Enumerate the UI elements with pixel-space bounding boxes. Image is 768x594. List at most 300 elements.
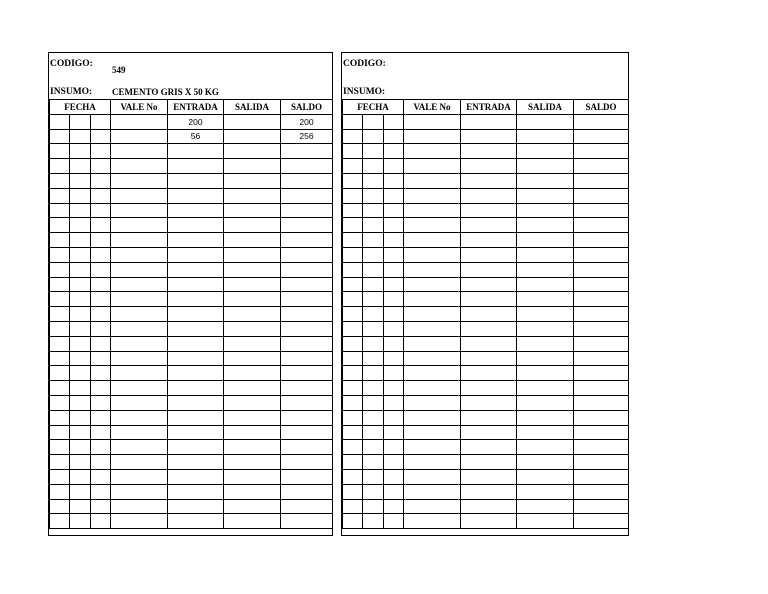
salida-cell <box>517 469 574 484</box>
vale-cell <box>111 114 168 129</box>
entrada-cell <box>168 188 224 203</box>
fecha-year-cell <box>91 469 111 484</box>
fecha-year-cell <box>384 440 404 455</box>
saldo-cell <box>281 336 333 351</box>
vale-cell <box>111 469 168 484</box>
vale-cell <box>111 292 168 307</box>
fecha-day-cell <box>343 203 363 218</box>
fecha-day-cell <box>343 173 363 188</box>
fecha-year-cell <box>91 262 111 277</box>
table-body <box>343 114 629 528</box>
fecha-day-cell <box>50 173 70 188</box>
fecha-day-cell <box>50 440 70 455</box>
kardex-card-left <box>48 52 333 536</box>
table-row <box>50 262 333 277</box>
fecha-month-cell <box>363 425 384 440</box>
entrada-cell <box>461 159 517 174</box>
fecha-year-cell <box>91 455 111 470</box>
fecha-day-cell <box>343 425 363 440</box>
fecha-month-cell <box>363 410 384 425</box>
fecha-year-cell <box>91 292 111 307</box>
table-row <box>50 218 333 233</box>
fecha-month-cell <box>70 144 91 159</box>
entrada-cell <box>168 440 224 455</box>
salida-cell <box>517 321 574 336</box>
saldo-cell <box>574 218 629 233</box>
table-row <box>343 381 629 396</box>
vale-cell <box>404 203 461 218</box>
fecha-year-cell <box>384 188 404 203</box>
fecha-day-cell <box>343 514 363 529</box>
fecha-month-cell <box>70 159 91 174</box>
fecha-day-cell <box>343 277 363 292</box>
saldo-cell: 200 <box>281 114 333 129</box>
entrada-cell <box>461 307 517 322</box>
vale-cell <box>111 336 168 351</box>
salida-cell <box>224 307 281 322</box>
fecha-month-cell <box>70 262 91 277</box>
salida-cell <box>224 203 281 218</box>
vale-cell <box>111 307 168 322</box>
fecha-month-cell <box>363 233 384 248</box>
vale-cell <box>404 440 461 455</box>
table-row <box>50 307 333 322</box>
salida-cell <box>517 203 574 218</box>
fecha-year-cell <box>384 484 404 499</box>
saldo-cell <box>574 321 629 336</box>
table-row <box>343 321 629 336</box>
vale-cell <box>404 469 461 484</box>
fecha-day-cell <box>343 366 363 381</box>
fecha-year-cell <box>384 218 404 233</box>
fecha-year-cell <box>91 233 111 248</box>
fecha-day-cell <box>343 440 363 455</box>
fecha-month-cell <box>363 499 384 514</box>
saldo-cell <box>281 247 333 262</box>
salida-cell <box>517 262 574 277</box>
fecha-month-cell <box>70 381 91 396</box>
fecha-month-cell <box>363 277 384 292</box>
table-row <box>50 159 333 174</box>
salida-cell <box>224 114 281 129</box>
table-row <box>343 336 629 351</box>
salida-cell <box>224 129 281 144</box>
vale-cell <box>111 144 168 159</box>
salida-cell <box>224 469 281 484</box>
salida-cell <box>224 410 281 425</box>
fecha-month-cell <box>70 247 91 262</box>
column-header-entrada: ENTRADA <box>168 100 224 115</box>
table-row <box>343 455 629 470</box>
entrada-cell <box>461 395 517 410</box>
fecha-month-cell <box>363 262 384 277</box>
fecha-day-cell <box>343 484 363 499</box>
saldo-cell <box>281 410 333 425</box>
entrada-cell <box>461 129 517 144</box>
fecha-month-cell <box>70 277 91 292</box>
fecha-month-cell <box>363 514 384 529</box>
saldo-cell <box>281 351 333 366</box>
salida-cell <box>224 484 281 499</box>
fecha-month-cell <box>70 484 91 499</box>
fecha-year-cell <box>91 484 111 499</box>
salida-cell <box>224 425 281 440</box>
column-header-saldo: SALDO <box>281 100 333 115</box>
saldo-cell <box>574 484 629 499</box>
fecha-day-cell <box>50 321 70 336</box>
fecha-year-cell <box>91 425 111 440</box>
entrada-cell <box>168 484 224 499</box>
codigo-value: 549 <box>112 65 126 75</box>
entrada-cell <box>168 499 224 514</box>
vale-cell <box>111 410 168 425</box>
salida-cell <box>517 455 574 470</box>
vale-cell <box>404 484 461 499</box>
entrada-cell <box>168 218 224 233</box>
fecha-year-cell <box>91 499 111 514</box>
salida-cell <box>517 514 574 529</box>
fecha-day-cell <box>50 277 70 292</box>
column-header-fecha: FECHA <box>50 100 111 115</box>
table-row <box>50 425 333 440</box>
fecha-year-cell <box>91 336 111 351</box>
fecha-year-cell <box>91 159 111 174</box>
fecha-day-cell <box>343 218 363 233</box>
table-row <box>343 173 629 188</box>
saldo-cell <box>281 203 333 218</box>
fecha-month-cell <box>70 173 91 188</box>
entrada-cell <box>461 233 517 248</box>
vale-cell <box>111 499 168 514</box>
table-row <box>50 410 333 425</box>
fecha-day-cell <box>50 514 70 529</box>
table-row <box>343 218 629 233</box>
fecha-day-cell <box>50 395 70 410</box>
salida-cell <box>517 307 574 322</box>
table-row <box>50 440 333 455</box>
table-row <box>343 410 629 425</box>
entrada-cell <box>168 292 224 307</box>
saldo-cell <box>281 262 333 277</box>
fecha-year-cell <box>384 144 404 159</box>
table-row <box>343 440 629 455</box>
entrada-cell: 56 <box>168 129 224 144</box>
saldo-cell <box>574 499 629 514</box>
entrada-cell <box>461 351 517 366</box>
fecha-day-cell <box>50 336 70 351</box>
fecha-month-cell <box>70 114 91 129</box>
table-row <box>50 381 333 396</box>
fecha-day-cell <box>343 188 363 203</box>
vale-cell <box>111 484 168 499</box>
fecha-day-cell <box>50 484 70 499</box>
salida-cell <box>224 144 281 159</box>
fecha-day-cell <box>50 425 70 440</box>
entrada-cell <box>461 455 517 470</box>
vale-cell <box>111 129 168 144</box>
salida-cell <box>517 351 574 366</box>
fecha-year-cell <box>384 321 404 336</box>
entrada-cell <box>168 262 224 277</box>
fecha-month-cell <box>363 218 384 233</box>
vale-cell <box>111 247 168 262</box>
fecha-year-cell <box>384 203 404 218</box>
fecha-day-cell <box>50 144 70 159</box>
fecha-day-cell <box>50 129 70 144</box>
fecha-month-cell <box>70 410 91 425</box>
vale-cell <box>404 395 461 410</box>
vale-cell <box>111 440 168 455</box>
table-row <box>343 262 629 277</box>
vale-cell <box>404 262 461 277</box>
salida-cell <box>517 173 574 188</box>
fecha-day-cell <box>50 247 70 262</box>
saldo-cell <box>574 351 629 366</box>
fecha-month-cell <box>70 499 91 514</box>
table-row <box>50 395 333 410</box>
fecha-year-cell <box>384 455 404 470</box>
vale-cell <box>111 455 168 470</box>
vale-cell <box>404 381 461 396</box>
fecha-year-cell <box>91 514 111 529</box>
entrada-cell <box>168 321 224 336</box>
fecha-day-cell <box>343 469 363 484</box>
fecha-day-cell <box>343 159 363 174</box>
table-row <box>50 233 333 248</box>
fecha-day-cell <box>50 455 70 470</box>
saldo-cell <box>574 307 629 322</box>
fecha-year-cell <box>91 129 111 144</box>
entrada-cell <box>168 395 224 410</box>
vale-cell <box>404 455 461 470</box>
fecha-day-cell <box>343 144 363 159</box>
vale-cell <box>111 233 168 248</box>
salida-cell <box>517 159 574 174</box>
entrada-cell <box>168 203 224 218</box>
saldo-cell <box>574 410 629 425</box>
vale-cell <box>404 321 461 336</box>
salida-cell <box>517 188 574 203</box>
saldo-cell <box>281 484 333 499</box>
fecha-month-cell <box>363 395 384 410</box>
vale-cell <box>404 366 461 381</box>
fecha-year-cell <box>384 469 404 484</box>
entrada-cell: 200 <box>168 114 224 129</box>
fecha-month-cell <box>363 321 384 336</box>
salida-cell <box>517 381 574 396</box>
fecha-year-cell <box>384 159 404 174</box>
saldo-cell <box>574 144 629 159</box>
saldo-cell <box>574 514 629 529</box>
entrada-cell <box>168 366 224 381</box>
fecha-month-cell <box>70 292 91 307</box>
vale-cell <box>404 173 461 188</box>
fecha-month-cell <box>363 307 384 322</box>
entrada-cell <box>168 514 224 529</box>
fecha-year-cell <box>384 307 404 322</box>
table-row <box>50 292 333 307</box>
entrada-cell <box>168 336 224 351</box>
table-row <box>50 188 333 203</box>
fecha-year-cell <box>91 218 111 233</box>
entrada-cell <box>461 440 517 455</box>
saldo-cell <box>281 469 333 484</box>
fecha-year-cell <box>91 440 111 455</box>
entrada-cell <box>168 247 224 262</box>
fecha-month-cell <box>70 203 91 218</box>
salida-cell <box>224 321 281 336</box>
fecha-year-cell <box>384 277 404 292</box>
entrada-cell <box>461 425 517 440</box>
fecha-month-cell <box>363 292 384 307</box>
vale-cell <box>111 203 168 218</box>
saldo-cell <box>281 514 333 529</box>
vale-cell <box>111 425 168 440</box>
table-row <box>343 499 629 514</box>
entrada-cell <box>168 277 224 292</box>
saldo-cell <box>574 173 629 188</box>
fecha-day-cell <box>343 247 363 262</box>
entrada-cell <box>461 203 517 218</box>
fecha-day-cell <box>343 395 363 410</box>
fecha-day-cell <box>50 292 70 307</box>
fecha-month-cell <box>70 469 91 484</box>
fecha-year-cell <box>384 233 404 248</box>
fecha-month-cell <box>70 366 91 381</box>
entrada-cell <box>168 144 224 159</box>
fecha-year-cell <box>91 203 111 218</box>
table-row <box>50 144 333 159</box>
entrada-cell <box>168 173 224 188</box>
fecha-year-cell <box>91 188 111 203</box>
fecha-year-cell <box>91 144 111 159</box>
entrada-cell <box>461 277 517 292</box>
saldo-cell <box>281 233 333 248</box>
salida-cell <box>224 381 281 396</box>
saldo-cell <box>574 247 629 262</box>
vale-cell <box>404 233 461 248</box>
entrada-cell <box>461 469 517 484</box>
fecha-month-cell <box>363 247 384 262</box>
saldo-cell <box>574 366 629 381</box>
table-row <box>50 247 333 262</box>
fecha-year-cell <box>384 366 404 381</box>
card-header <box>342 53 628 99</box>
saldo-cell <box>281 277 333 292</box>
column-header-salida: SALIDA <box>517 100 574 115</box>
salida-cell <box>517 144 574 159</box>
fecha-day-cell <box>343 351 363 366</box>
fecha-day-cell <box>50 351 70 366</box>
kardex-table <box>49 99 333 529</box>
fecha-day-cell <box>50 114 70 129</box>
fecha-day-cell <box>343 410 363 425</box>
fecha-month-cell <box>70 321 91 336</box>
table-row <box>50 203 333 218</box>
table-row <box>343 188 629 203</box>
fecha-day-cell <box>50 159 70 174</box>
salida-cell <box>224 440 281 455</box>
insumo-value: CEMENTO GRIS X 50 KG <box>112 87 219 97</box>
saldo-cell <box>574 455 629 470</box>
salida-cell <box>517 218 574 233</box>
table-row <box>343 469 629 484</box>
saldo-cell <box>281 440 333 455</box>
codigo-label: CODIGO: <box>343 59 386 69</box>
fecha-year-cell <box>384 173 404 188</box>
fecha-year-cell <box>91 307 111 322</box>
table-row <box>343 366 629 381</box>
fecha-year-cell <box>384 499 404 514</box>
salida-cell <box>517 366 574 381</box>
salida-cell <box>224 336 281 351</box>
table-row <box>343 484 629 499</box>
salida-cell <box>517 114 574 129</box>
table-row <box>50 277 333 292</box>
table-body <box>50 114 333 528</box>
vale-cell <box>111 262 168 277</box>
card-header <box>49 53 332 99</box>
fecha-day-cell <box>343 262 363 277</box>
column-header-salida: SALIDA <box>224 100 281 115</box>
table-row <box>50 455 333 470</box>
fecha-month-cell <box>363 366 384 381</box>
table-row <box>50 514 333 529</box>
fecha-day-cell <box>343 499 363 514</box>
entrada-cell <box>461 173 517 188</box>
entrada-cell <box>168 307 224 322</box>
fecha-year-cell <box>384 410 404 425</box>
vale-cell <box>111 218 168 233</box>
salida-cell <box>224 159 281 174</box>
fecha-year-cell <box>384 247 404 262</box>
salida-cell <box>224 366 281 381</box>
table-row <box>343 425 629 440</box>
vale-cell <box>404 159 461 174</box>
vale-cell <box>404 425 461 440</box>
salida-cell <box>517 395 574 410</box>
vale-cell <box>111 173 168 188</box>
column-header-vale: VALE No <box>111 100 168 115</box>
entrada-cell <box>461 366 517 381</box>
vale-cell <box>111 351 168 366</box>
fecha-day-cell <box>50 188 70 203</box>
fecha-month-cell <box>70 129 91 144</box>
table-row <box>343 514 629 529</box>
fecha-day-cell <box>343 307 363 322</box>
fecha-day-cell <box>50 410 70 425</box>
saldo-cell <box>281 425 333 440</box>
entrada-cell <box>168 425 224 440</box>
kardex-table <box>342 99 629 529</box>
saldo-cell <box>574 381 629 396</box>
saldo-cell <box>574 395 629 410</box>
table-row <box>343 233 629 248</box>
entrada-cell <box>168 469 224 484</box>
fecha-year-cell <box>91 247 111 262</box>
saldo-cell <box>574 336 629 351</box>
fecha-year-cell <box>91 114 111 129</box>
fecha-month-cell <box>363 440 384 455</box>
saldo-cell <box>574 233 629 248</box>
fecha-day-cell <box>50 218 70 233</box>
table-row <box>343 277 629 292</box>
fecha-day-cell <box>50 233 70 248</box>
fecha-month-cell <box>363 188 384 203</box>
table-row <box>343 247 629 262</box>
table-row <box>50 336 333 351</box>
fecha-month-cell <box>70 307 91 322</box>
